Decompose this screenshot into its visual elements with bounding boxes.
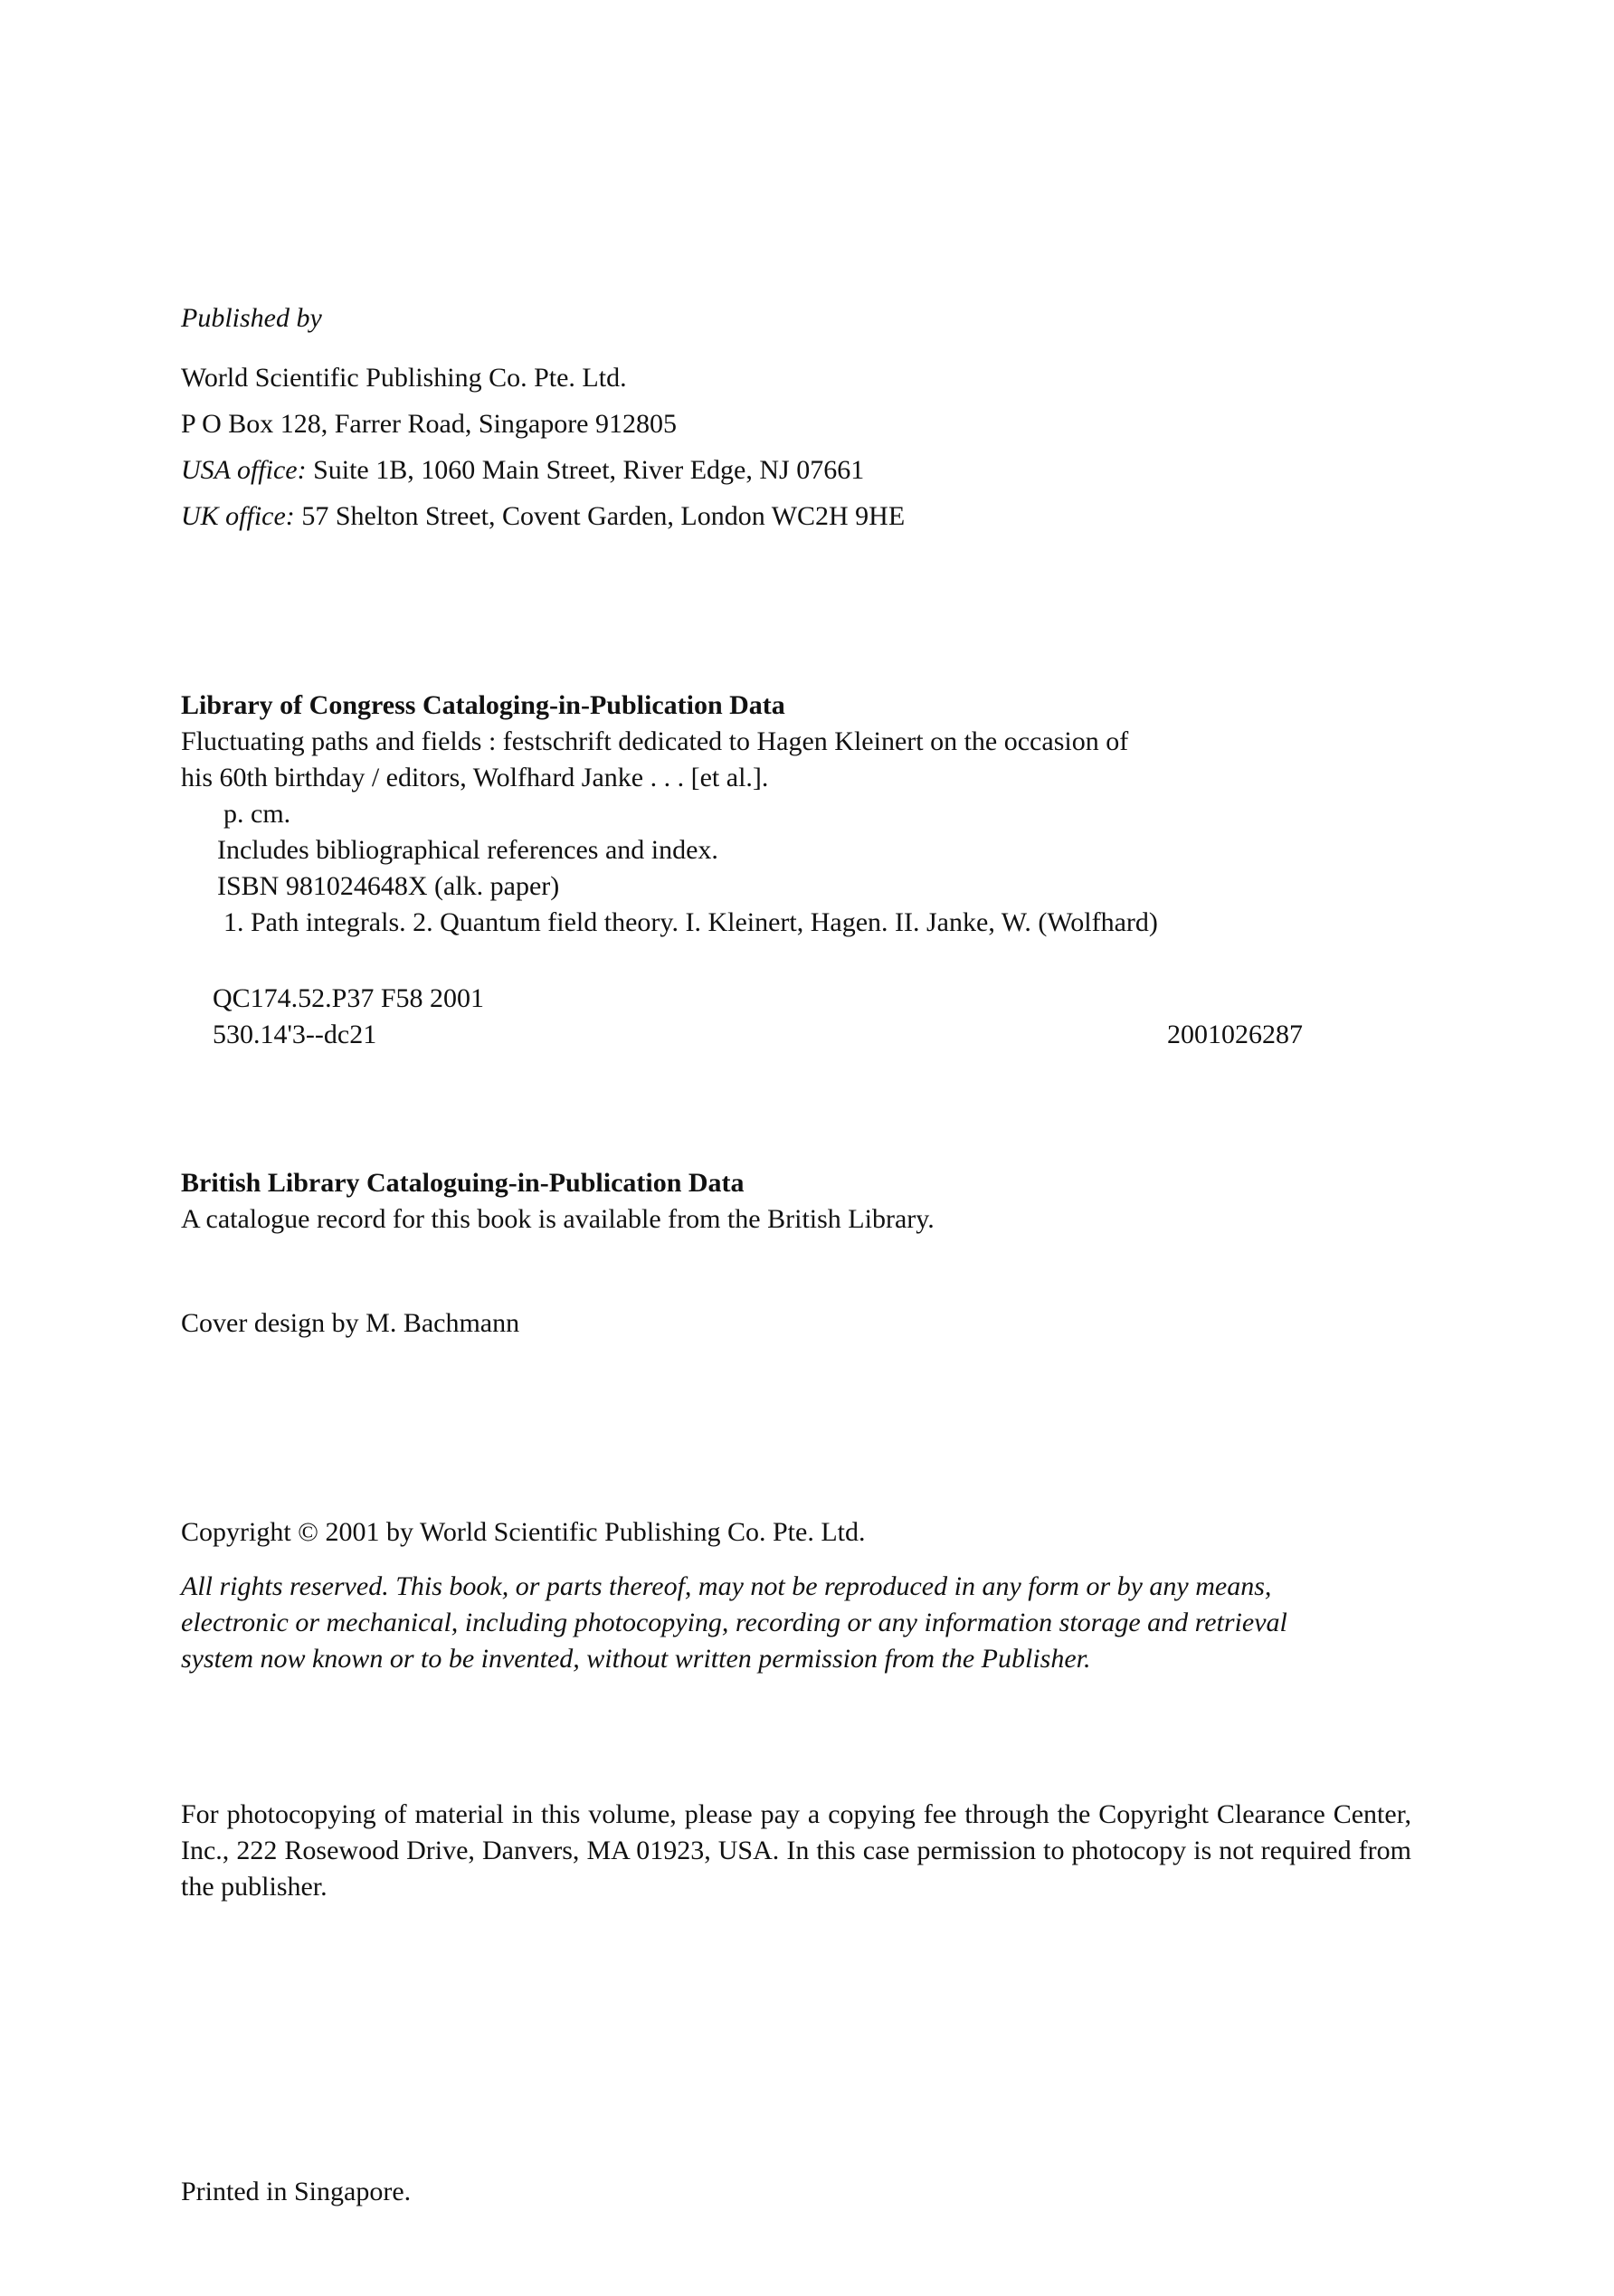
british-library-block — [181, 1165, 935, 1238]
publisher-block — [181, 355, 905, 539]
loc-lccn: 2001026287 — [1167, 1020, 1303, 1049]
loc-subjects: 1. Path integrals. 2. Quantum field theory. I. Kleinert, Hagen. II. Janke, W. (Wolfhard) — [223, 907, 1158, 937]
rights-line-3: system now known or to be invented, without written permission from the Publisher. — [181, 1644, 1091, 1674]
usa-office-line — [181, 447, 905, 493]
rights-line-2: electronic or mechanical, including photocopying, recording or any information storage and retrieval — [181, 1608, 1287, 1637]
loc-includes: Includes bibliographical references and index. — [217, 835, 718, 865]
publisher-address: P O Box 128, Farrer Road, Singapore 912805 — [181, 409, 677, 439]
loc-call-numbers — [181, 981, 1303, 1053]
uk-office-address: 57 Shelton Street, Covent Garden, London WC2H 9HE — [301, 501, 906, 531]
loc-title-line-2: his 60th birthday / editors, Wolfhard Janke . . . [et al.]. — [181, 763, 769, 792]
loc-dewey: 530.14'3--dc21 — [213, 1020, 377, 1049]
rights-line-1: All rights reserved. This book, or parts thereof, may not be reproduced in any form or by any means, — [181, 1571, 1272, 1601]
loc-dewey-row — [181, 1017, 1303, 1053]
loc-isbn: ISBN 981024648X (alk. paper) — [217, 871, 560, 901]
loc-cip-block — [181, 688, 1158, 941]
uk-office-line — [181, 493, 905, 539]
photocopying-notice: For photocopying of material in this volume, please pay a copying fee through the Copyright Clearance Center, Inc., 222 Rosewood Drive, Danvers, MA 01923, USA. In this case permission to photocopy is not required from the publisher. — [181, 1799, 1411, 1902]
publisher-name: World Scientific Publishing Co. Pte. Ltd. — [181, 363, 627, 393]
copyright-line: Copyright © 2001 by World Scientific Publishing Co. Pte. Ltd. — [181, 1517, 866, 1547]
loc-heading: Library of Congress Cataloging-in-Publication Data — [181, 690, 785, 720]
british-library-text: A catalogue record for this book is available from the British Library. — [181, 1204, 935, 1234]
loc-call-number: QC174.52.P37 F58 2001 — [213, 983, 485, 1013]
cover-design-credit: Cover design by M. Bachmann — [181, 1308, 520, 1338]
loc-pages: p. cm. — [223, 799, 291, 829]
british-library-heading: British Library Cataloguing-in-Publication Data — [181, 1168, 745, 1198]
rights-reserved-notice — [181, 1569, 1411, 1677]
uk-office-label: UK office: — [181, 501, 295, 531]
loc-title-line-1: Fluctuating paths and fields : festschrift dedicated to Hagen Kleinert on the occasion of — [181, 726, 1129, 756]
usa-office-label: USA office: — [181, 455, 307, 485]
published-by-heading: Published by — [181, 303, 322, 333]
usa-office-address: Suite 1B, 1060 Main Street, River Edge, NJ 07661 — [313, 455, 865, 485]
printed-in: Printed in Singapore. — [181, 2177, 412, 2206]
